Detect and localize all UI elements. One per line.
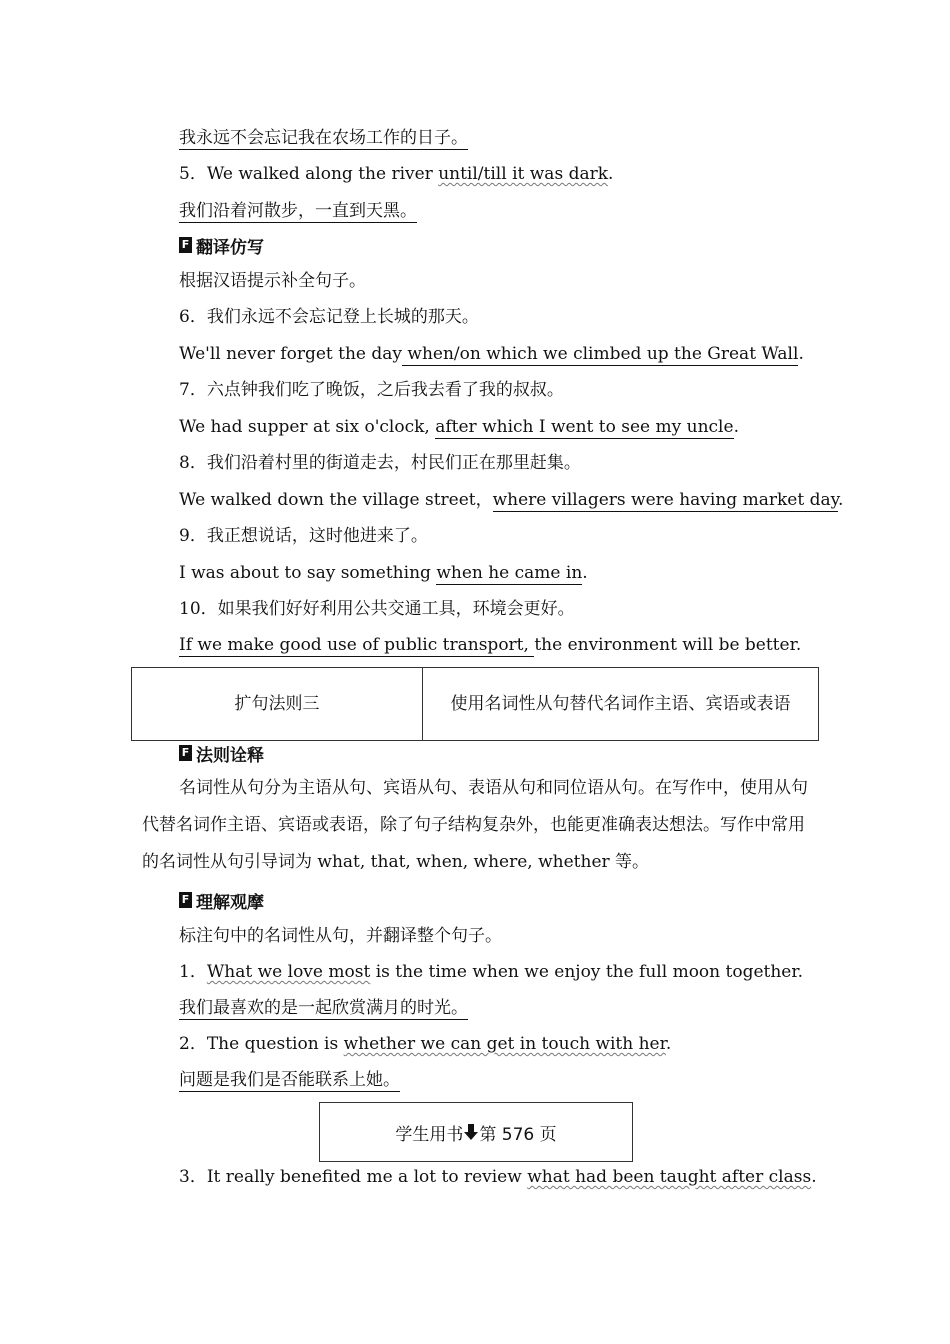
- item-cn: 6．我们永远不会忘记登上长城的那天。: [179, 307, 479, 327]
- page-reference-box: 学生用书 第 576 页: [319, 1102, 633, 1162]
- item-en: We had supper at six o'clock, after which I went to see my uncle.: [179, 417, 739, 437]
- section-heading: F 翻译仿写: [179, 234, 264, 256]
- item-cn: 10．如果我们好好利用公共交通工具，环境会更好。: [179, 599, 575, 619]
- item-en: I was about to say something when he came in.: [179, 563, 588, 583]
- example-sentence: 2．The question is whether we can get in touch with her.: [179, 1034, 672, 1054]
- item-cn: 8．我们沿着村里的街道走去，村民们正在那里赶集。: [179, 453, 581, 473]
- item-en: If we make good use of public transport, the environment will be better.: [179, 635, 802, 655]
- explanation-paragraph: 名词性从句分为主语从句、宾语从句、表语从句和同位语从句。在写作中，使用从句代替名词作主语、宾语或表语，除了句子结构复杂外，也能更准确表达想法。写作中常用的名词性从句引导词为 what, that, when, where, whether 等。: [142, 778, 808, 872]
- rule-title: 扩句法则三: [132, 668, 423, 741]
- sentence-5: 5．We walked along the river until/till it was dark.: [179, 164, 614, 184]
- section-heading: F 理解观摩: [179, 889, 264, 911]
- answer-line: 问题是我们是否能联系上她。: [179, 1070, 400, 1090]
- item-cn: 9．我正想说话，这时他进来了。: [179, 526, 428, 546]
- example-sentence: 3．It really benefited me a lot to review what had been taught after class.: [179, 1167, 817, 1187]
- answer-line: 我们沿着河散步，一直到天黑。: [179, 201, 417, 221]
- instruction: 标注句中的名词性从句，并翻译整个句子。: [179, 926, 502, 946]
- answer-line: 我们最喜欢的是一起欣赏满月的时光。: [179, 998, 468, 1018]
- f-icon: F: [179, 892, 192, 908]
- down-arrow-icon: [464, 1124, 478, 1140]
- item-cn: 7．六点钟我们吃了晚饭，之后我去看了我的叔叔。: [179, 380, 564, 400]
- item-en: We walked down the village street，where villagers were having market day.: [179, 490, 844, 510]
- f-icon: F: [179, 745, 192, 761]
- section-heading: F 法则诠释: [179, 742, 264, 764]
- answer-line: 我永远不会忘记我在农场工作的日子。: [179, 128, 468, 148]
- rule-table: [131, 667, 819, 741]
- item-en: We'll never forget the day when/on which we climbed up the Great Wall.: [179, 344, 804, 364]
- instruction: 根据汉语提示补全句子。: [179, 271, 366, 291]
- f-icon: F: [179, 237, 192, 253]
- rule-description: 使用名词性从句替代名词作主语、宾语或表语: [423, 668, 819, 741]
- example-sentence: 1．What we love most is the time when we enjoy the full moon together.: [179, 962, 804, 982]
